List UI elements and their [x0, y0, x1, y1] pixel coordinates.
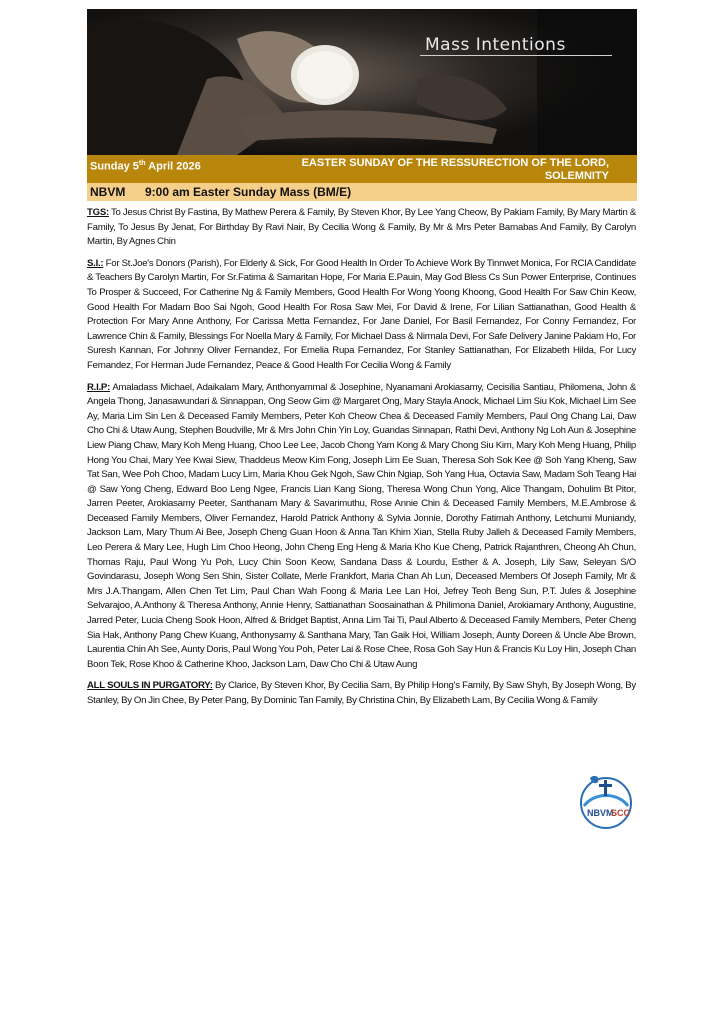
rip-label: R.I.P:	[87, 381, 111, 393]
tgs-paragraph	[87, 206, 636, 250]
purgatory-paragraph	[87, 679, 636, 708]
logo-text-scc: SCC	[611, 808, 631, 818]
rip-paragraph	[87, 381, 636, 673]
purgatory-text: By Clarice, By Steven Khor, By Cecilia Sam, By Philip Hong's Family, By Saw Shyh, By Joseph Wong, By Stanley, By On Jin Chee, By Peter Pang, By Dominic Tan Family, By Christina Chin, By Elizabeth Lam, By Cecilia Wong & Family	[87, 680, 636, 706]
mass-date: Sunday 5th April 2026	[90, 160, 201, 173]
si-label: S.I.:	[87, 257, 104, 269]
si-text: For St.Joe's Donors (Parish), For Elderly & Sick, For Good Health In Order To Achieve Work By Tinnwet Monica, For RCIA Candidate & Teachers By Carolyn Martin, For Sr.Fatima & Samaritan Hope, For Maria E.Pauin, May God Bless Cs Sun Power Enterprise, Continues To Prosper & Succeed, For Catherine Ng & Family Members, Good Health For Wong Yoong Khoong, Good Health For Saw Chin Keow, Good Health For Madam Boo Sai Ngoh, Good Health For Rosa Saw Mei, For David & Irene, For Lilian Sattianathan, Good Health & Protection For Mary Anne Anthony, For Carissa Metta Fernandez, For Jane Daniel, For Basil Fernandez, For Conny Fernandez, For Lawrence Chin & Family, Blessings For Noella Mary & Family, For Michael Dass & Nirmala Devi, For Safe Delivery Janine Pakiam Ho, For Suresh Kannan, For Johnny Oliver Fernandez, For Emelia Rupa Fernandez, For Stanley Sattianathan, For Elizabeth Hilda, For Lucy Fernandez, For Herman Jude Fernandez, Peace & Good Health For Cecilia Wong & Family	[87, 257, 636, 371]
mass-bar	[87, 183, 637, 201]
tgs-text: To Jesus Christ By Fastina, By Mathew Perera & Family, By Steven Khor, By Lee Yang Cheow, By Pakiam Family, By Mary Martin & Family, To Jesus By Jenat, For Birthday By Ravi Nair, By Cecilia Wong & Family, By Mr & Mrs Peter Barnabas And Family, By Carolyn Martin, By Agnes Chin	[87, 207, 636, 248]
intentions-list	[87, 206, 636, 716]
date-bar	[87, 155, 637, 183]
banner-underline	[420, 55, 612, 56]
si-paragraph	[87, 257, 636, 374]
header-banner	[87, 9, 637, 155]
eucharist-photo-icon	[87, 9, 637, 155]
banner-title: Mass Intentions	[425, 35, 566, 55]
mass-title: 9:00 am Easter Sunday Mass (BM/E)	[145, 185, 352, 199]
logo-text-nbvm: NBVM	[587, 808, 614, 818]
rip-text: Amaladass Michael, Adaikalam Mary, Anthonyammal & Josephine, Nyanamani Arokiasamy, Cecisilia Santiau, Philomena, John & Angela Thong, Janasawundari & Sinnappan, Ong Seow Gim @ Margaret Ong, Mary Stayla Anock, Michael Lim Siu Kok, Michael Lim See Ay, Maria Lim Sin Len & Deceased Family Members, Peter Koh Cheow Chea & Deceased Family Members, Paul Ong Chang Lai, Daw Cho Chi & Utaw Aung, Stephen Boudville, Mr & Mrs John Chin Yin Loy, Guandas Sinnapan, Rathi Devi, Anthony Ng Loh Aun & Josephine Liew Piang Chaw, Mary Koh Meng Huang, Choo Lee Lee, Jacob Chong Yam Kong & Mary Chong Siu Kim, Mary Koh Meng Huang, Philip Hong You Chai, Mary Yee Kwai Siew, Thaddeus Meow Kim Fong, Joseph Lim Ee Suan, Theresa Soh Sok Kee @ Soh Yang Kheng, Saw Tat San, Wee Poh Choo, Madam Lucy Lim, Maria Khou Gek Ngoh, Saw Chin Ngiap, Soh Yang Hua, Octavia Saw, Madam Soh Teang Hai @ Saw Yong Cheng, Edward Boo Leng Ngee, Francis Lian Kang Siong, Theresa Wong Chun Yong, Alice Thangam, Dohulim Bt Pitor, Jarren Peeter, Arokiasamy Peeter, Santhanam Mary & Savarimuthu, Rose Annie Chin & Deceased Family Members, M.E.Ambrose & Deceased Family Members, Oliver Fernandez, Harold Patrick Anthony & Sylvia Jonnie, Dorothy Fatimah Anthony, Letchumi Muniandy, Jackson Lam, Mary Thum Ai Bee, Joseph Cheng Guan Hoon & Anna Tan Khim Xian, Stella Ruby Jalleh & Deceased Family Members, Leo Perera & Mary Lee, Hugh Lim Choo Heong, John Cheng Eng Heng & Maria Kho Kue Cheng, Patrick Rajanthren, Cheong Ah Chun, Thomas Raju, Paul Wong Yu Poh, Lucy Chin Soon Keow, Sandana Dass & Lourdu, Esther & A. Joseph, Lily Saw, Seleyan S/O Govindarasu, Joseph Wong Sen Shin, Sister Collate, Merle Frankfort, Maria Chan Ah Lun, Deceased Members Of Joseph Family, Mr & Mrs J.A.Thangam, Allen Chen Tet Lim, Paul Chan Wah Foong & Maria Lee Lan Hoi, Jefrey Teoh Beng Sun, P.T. Jules & Josephine Selvarajoo, A.Anthony & Theresa Anthony, Annie Henry, Sattianathan Soosainathan & Philimona Daniel, Arokiamary Anthony, Augustine, Jarred Peter, Lucia Cheng Sook Hoon, Alfred & Bridget Baptist, Anna Lim Tai Ti, Paul Alberto & Deceased Family Members, Peter Cheng Sia Hak, Anthony Pang Chew Kuang, Anthonysamy & Santhana Mary, Tan Gaik Hoi, William Joseph, Aunty Doreen & Uncle Abe Brown, Laurentia Chin Ah See, Aunty Doris, Paul Wong You Poh, Peter Lai & Rose Chee, Rosa Goh Say Hun & Francis Ku Loy Hin, Joseph Chan Boon Tek, Rose Khoo & Catherine Khoo, Jackson Lam, Daw Cho Chi & Utaw Aung	[87, 381, 636, 670]
occasion-title: EASTER SUNDAY OF THE RESSURECTION OF THE LORD, SOLEMNITY	[301, 157, 609, 182]
tgs-label: TGS:	[87, 207, 109, 218]
purgatory-label: ALL SOULS IN PURGATORY:	[87, 680, 213, 692]
parish-code: NBVM	[90, 185, 126, 199]
parish-logo-icon	[576, 772, 636, 832]
